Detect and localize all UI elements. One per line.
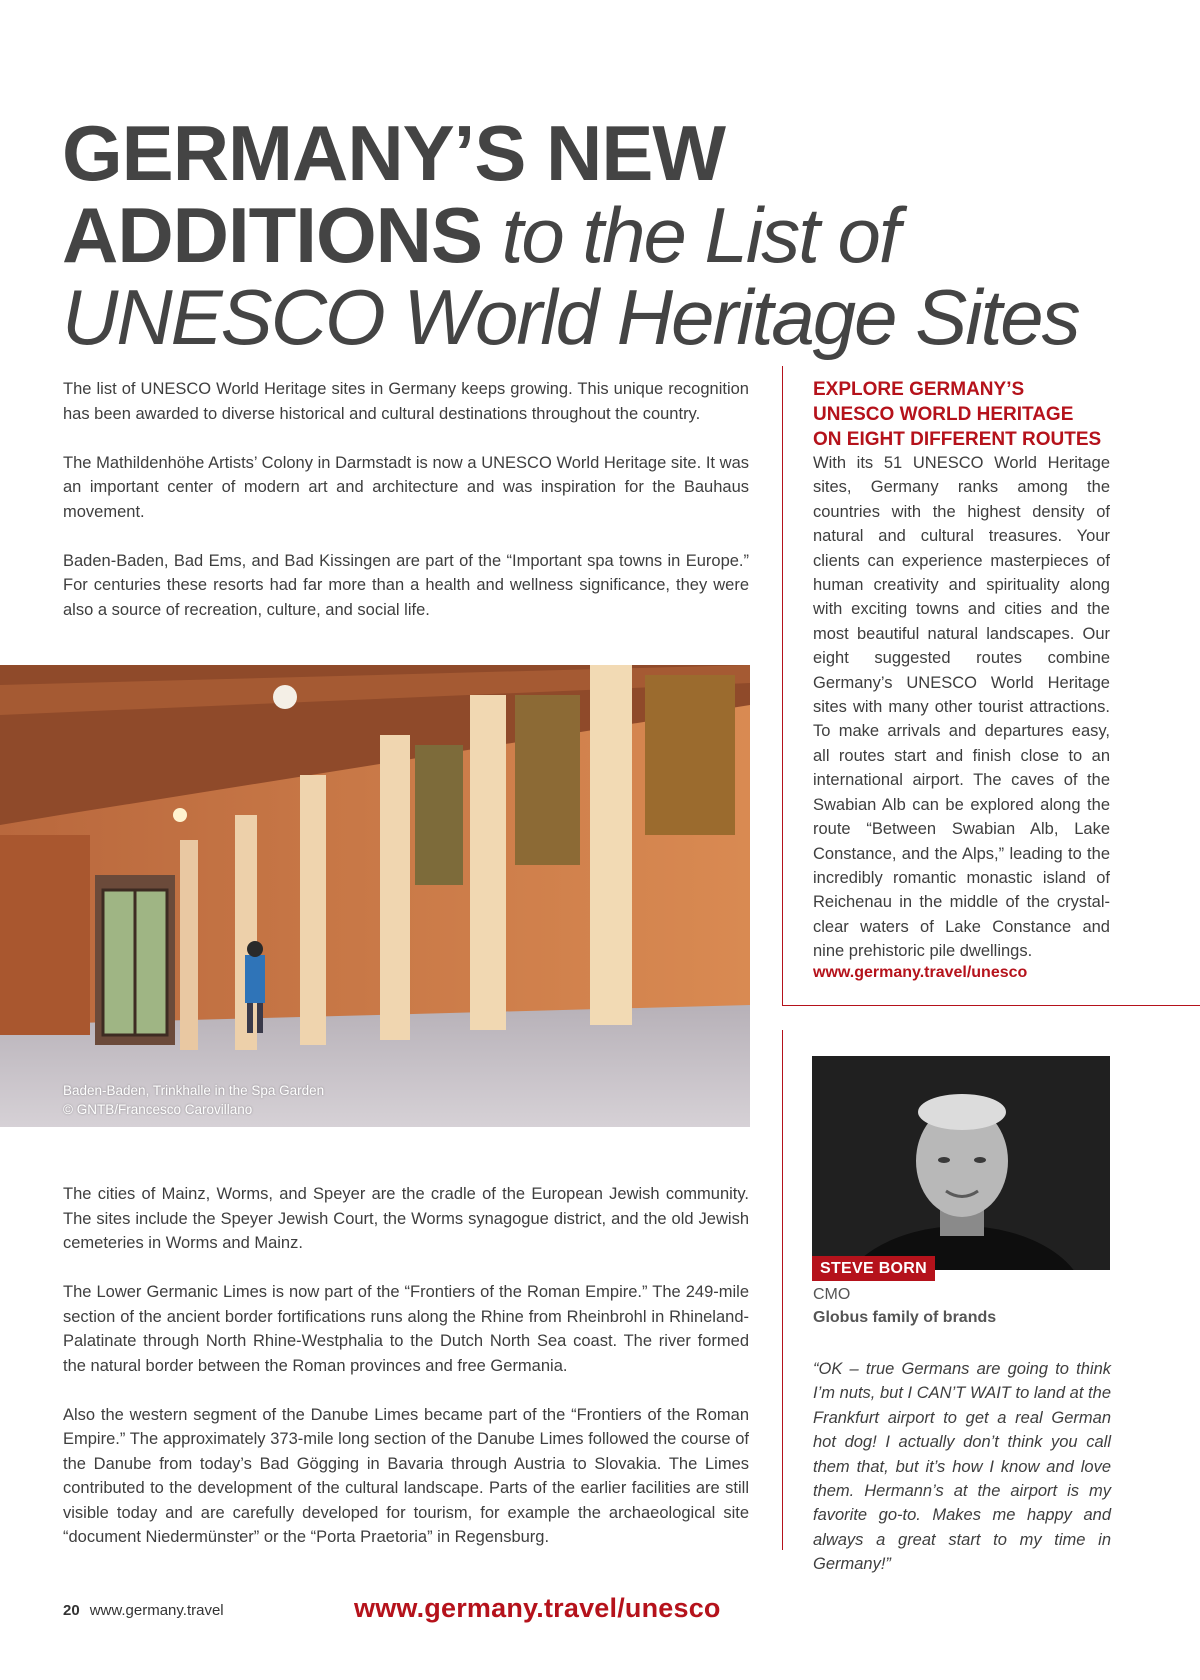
body-column (63, 1182, 749, 1574)
title-line-1: GERMANY’S NEW (62, 109, 726, 197)
sidebar-body: With its 51 UNESCO World Heritage sites, Germany ranks among the countries with the highest density of natural and cultural treasures. Your clients can experience masterpieces of human creativity and spirituality along with exciting towns and cities and the most beautiful natural landscapes. Our eight suggested routes combine Germany’s UNESCO World Heritage sites with many other tourist attractions. To make arrivals and departures easy, all routes start and finish close to an international airport. The caves of the Swabian Alb can be explored along the route “Between Swabian Alb, Lake Constance, and the Alps,” leading to the incredibly romantic monastic island of Reichenau in the middle of the crystal-clear waters of Lake Constance and nine prehistoric pile dwellings. (813, 454, 1110, 961)
photo-caption-credit: © GNTB/Francesco Carovillano (63, 1102, 253, 1117)
photo-caption-title: Baden-Baden, Trinkhalle in the Spa Garden (63, 1083, 325, 1098)
testimonial-quote: “OK – true Germans are going to think I’m nuts, but I CAN’T WAIT to land at the Frankfurt airport to get a real German hot dog! I actually don’t think you call them that, but it’s how I know and love them. Hermann’s at the airport is my favorite go-to. Makes me happy and always a great start to my time in Germany!” (813, 1360, 1111, 1574)
page-footer (63, 1602, 224, 1619)
intro-column (63, 377, 749, 647)
quote-divider (782, 1030, 783, 1550)
portrait-photo (812, 1056, 1110, 1270)
title-line-3: UNESCO World Heritage Sites (62, 273, 1079, 361)
intro-paragraph-2: The Mathildenhöhe Artists’ Colony in Darmstadt is now a UNESCO World Heritage site. It was an important center of modern art and architecture and was inspiration for the Bauhaus movement. (63, 453, 749, 521)
portrait-illustration (812, 1056, 1110, 1270)
body-paragraph-jewish: The cities of Mainz, Worms, and Speyer are the cradle of the European Jewish community. The sites include the Speyer Jewish Court, the Worms synagogue district, and the old Jewish cemeteries in Worms and Mainz. (63, 1185, 749, 1252)
name-tag: STEVE BORN (812, 1256, 935, 1281)
sidebar-heading-line-3: ON EIGHT DIFFERENT ROUTES (813, 429, 1102, 450)
photo-caption (63, 1081, 324, 1119)
page-number: 20 (63, 1602, 80, 1619)
intro-paragraph-3: Baden-Baden, Bad Ems, and Bad Kissingen are part of the “Important spa towns in Europe.” For centuries these resorts had far more than a health and wellness significance, they were also a source of recreation, culture, and social life. (63, 551, 749, 619)
title-line-2 (62, 191, 1062, 279)
page-title (62, 109, 1079, 361)
footer-unesco-url[interactable]: www.germany.travel/unesco (354, 1593, 721, 1623)
person-company: Globus family of brands (813, 1309, 997, 1326)
sidebar-heading (813, 377, 1143, 452)
body-paragraph-lower-limes: The Lower Germanic Limes is now part of the “Frontiers of the Roman Empire.” The 249-mile section of the ancient border fortifications runs along the Rhine from Rheinbrohl in Rhineland-Palatinate through North Rhine-Westphalia to the Dutch North Sea coast. The river formed the natural border between the Roman provinces and free Germania. (63, 1283, 749, 1375)
trinkhalle-photo (0, 665, 750, 1127)
sidebar-unesco-link[interactable]: www.germany.travel/unesco (813, 964, 1028, 981)
colonnade-illustration (0, 665, 750, 1127)
body-paragraph-danube-limes: Also the western segment of the Danube Limes became part of the “Frontiers of the Roman Empire.” The approximately 373-mile long section of the Danube Limes followed the course of the Danube from today’s Bad Gögging in Bavaria through Austria to Slovakia. The Limes contributed to the development of the cultural landscape. Parts of the earlier facilities are still visible today and are carefully developed for tourism, for example the archaeological site “document Niedermünster” or the “Porta Praetoria” in Regensburg. (63, 1405, 749, 1546)
intro-paragraph-1: The list of UNESCO World Heritage sites in Germany keeps growing. This unique recognition has been awarded to diverse historical and cultural destinations throughout the country. (63, 380, 749, 423)
title-line-2-bold: ADDITIONS (62, 191, 482, 279)
sidebar-heading-line-2: UNESCO WORLD HERITAGE (813, 404, 1074, 425)
title-line-2-light: to the List of (482, 191, 899, 279)
footer-site: www.germany.travel (89, 1602, 224, 1619)
person-role: CMO (813, 1286, 851, 1303)
sidebar-heading-line-1: EXPLORE GERMANY’S (813, 379, 1025, 400)
